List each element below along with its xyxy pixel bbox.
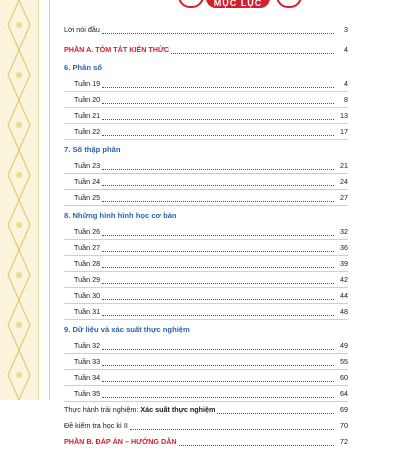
toc-entry-page: 17 [340,127,348,136]
toc-entry-page: 72 [340,437,348,446]
practice-title: Xác suất thực nghiệm [140,405,216,414]
toc-entry-label: Tuần 34 [74,373,101,382]
toc-entry-week[interactable] [64,272,348,288]
dot-leader [102,380,334,382]
dot-leader [217,412,334,414]
toc-entry-label: Tuần 26 [74,227,101,236]
toc-entry-page: 3 [344,25,348,34]
toc-entry-label: Đề kiểm tra học kì II [64,421,128,430]
dot-leader [102,234,334,236]
dot-leader [102,266,334,268]
toc-entry-page: 69 [340,405,348,414]
toc-entry-page: 39 [340,259,348,268]
toc-entry-label [64,402,217,418]
toc-entry-intro[interactable] [64,22,348,38]
dot-leader [102,250,334,252]
dot-leader [102,282,334,284]
toc-entry-week[interactable] [64,76,348,92]
toc-entry-page: 4 [344,45,348,54]
toc-entry-label: Lời nói đầu [64,25,100,34]
toc-entry-week[interactable] [64,224,348,240]
header-badge [178,0,298,10]
toc-entry-week[interactable] [64,174,348,190]
toc-entry-label: Tuần 25 [74,193,101,202]
section-title: 9. Dữ liệu và xác suất thực nghiệm [64,325,190,334]
dot-leader [102,298,334,300]
toc-entry-label: Tuần 23 [74,161,101,170]
toc-entry-week[interactable] [64,240,348,256]
toc-entry-page: 49 [340,341,348,350]
toc-entry-page: 36 [340,243,348,252]
dot-leader [102,364,334,366]
page-title: MỤC LỤC [206,0,270,8]
dot-leader [130,428,334,430]
toc-entry-week[interactable] [64,158,348,174]
decorative-border [0,0,39,400]
toc-entry-page: 21 [340,161,348,170]
toc-entry-label: Tuần 19 [74,79,101,88]
toc-entry-label: Tuần 27 [74,243,101,252]
toc-entry-week[interactable] [64,370,348,386]
toc-entry-page: 55 [340,357,348,366]
toc-entry-label: Tuần 24 [74,177,101,186]
toc-entry-page: 48 [340,307,348,316]
dot-leader [102,118,334,120]
toc-entry-week[interactable] [64,338,348,354]
toc-entry-label: Tuần 31 [74,307,101,316]
toc-entry-page: 8 [344,95,348,104]
dot-leader [102,32,334,34]
toc-entry-label: Tuần 21 [74,111,101,120]
table-of-contents [64,22,348,450]
section-title: 8. Những hình hình học cơ bản [64,211,177,220]
toc-entry-page: 64 [340,389,348,398]
toc-entry-label: Tuần 28 [74,259,101,268]
toc-entry-page: 42 [340,275,348,284]
toc-entry-week[interactable] [64,354,348,370]
dot-leader [102,134,334,136]
toc-part-label: PHẦN A. TÓM TẮT KIẾN THỨC [64,45,170,54]
toc-entry-label: Tuần 29 [74,275,101,284]
dot-leader [102,102,334,104]
toc-entry-page: 70 [340,421,348,430]
toc-entry-page: 60 [340,373,348,382]
toc-entry-page: 13 [340,111,348,120]
toc-entry-page: 27 [340,193,348,202]
diamond-pattern-icon [0,0,38,400]
toc-entry-page: 4 [344,79,348,88]
toc-entry-week[interactable] [64,288,348,304]
toc-entry-week[interactable] [64,124,348,140]
toc-entry-practice[interactable] [64,402,348,418]
toc-entry-label: Tuần 33 [74,357,101,366]
section-title: 7. Số thập phân [64,145,121,154]
dot-leader [102,314,334,316]
dot-leader [102,396,334,398]
toc-entry-label: Tuần 20 [74,95,101,104]
dot-leader [102,348,334,350]
toc-entry-page: 44 [340,291,348,300]
toc-entry-part-b[interactable] [64,434,348,450]
practice-prefix: Thực hành trải nghiệm: [64,405,141,414]
toc-entry-week[interactable] [64,304,348,320]
toc-entry-part-a[interactable] [64,42,348,58]
swirl-left-icon [178,0,204,8]
toc-entry-page: 24 [340,177,348,186]
dot-leader [171,52,334,54]
dot-leader [179,444,334,446]
section-title: 6. Phân số [64,63,102,72]
toc-part-label: PHẦN B. ĐÁP ÁN – HƯỚNG DẪN [64,437,177,446]
toc-entry-page: 32 [340,227,348,236]
toc-entry-label: Tuần 30 [74,291,101,300]
toc-entry-week[interactable] [64,256,348,272]
toc-entry-label: Tuần 22 [74,127,101,136]
toc-entry-label: Tuần 35 [74,389,101,398]
toc-entry-week[interactable] [64,92,348,108]
dot-leader [102,184,334,186]
toc-entry-week[interactable] [64,108,348,124]
dot-leader [102,200,334,202]
toc-entry-label: Tuần 32 [74,341,101,350]
dot-leader [102,168,334,170]
toc-entry-exam[interactable] [64,418,348,434]
dot-leader [102,86,334,88]
toc-entry-week[interactable] [64,190,348,206]
